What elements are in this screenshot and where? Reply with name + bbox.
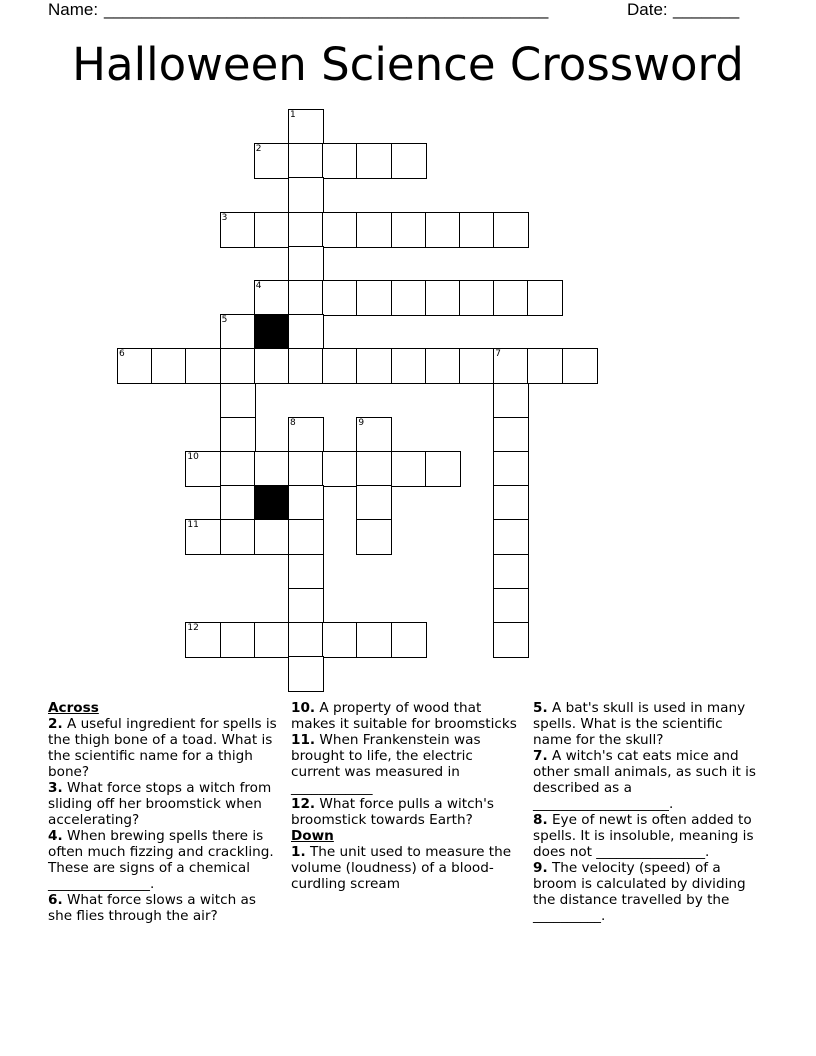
grid-cell[interactable] xyxy=(289,589,323,623)
clue-across-2: 2. A useful ingredient for spells is the thigh bone of a toad. What is the scientific name for a thigh bone? xyxy=(48,716,277,780)
grid-cell[interactable] xyxy=(255,213,289,247)
grid-cell[interactable] xyxy=(221,452,255,486)
name-field[interactable]: _______________________________________________ xyxy=(104,0,549,19)
grid-cell[interactable] xyxy=(289,213,323,247)
grid-cell[interactable] xyxy=(323,349,357,383)
grid-cell[interactable] xyxy=(289,349,323,383)
grid-cell[interactable] xyxy=(563,349,597,383)
grid-cell[interactable] xyxy=(289,110,323,144)
grid-cell[interactable] xyxy=(357,623,391,657)
grid-cell[interactable] xyxy=(255,349,289,383)
grid-cell[interactable] xyxy=(426,213,460,247)
grid-cell[interactable] xyxy=(494,281,528,315)
grid-cell[interactable] xyxy=(289,520,323,554)
page-title: Halloween Science Crossword xyxy=(72,38,744,91)
grid-cell[interactable] xyxy=(221,315,255,349)
clue-across-12: 12. What force pulls a witch's broomstick towards Earth? xyxy=(291,796,494,828)
clue-down-8: 8. Eye of newt is often added to spells. It is insoluble, meaning is does not ________________. xyxy=(533,812,754,860)
grid-cell[interactable] xyxy=(323,452,357,486)
grid-cell[interactable] xyxy=(494,623,528,657)
grid-cell[interactable] xyxy=(118,349,152,383)
grid-cell[interactable] xyxy=(494,589,528,623)
grid-cell[interactable] xyxy=(392,281,426,315)
clues-column-1 xyxy=(48,700,280,924)
grid-cell[interactable] xyxy=(426,452,460,486)
cell-number: 12 xyxy=(187,623,199,633)
grid-cell[interactable] xyxy=(392,144,426,178)
grid-cell[interactable] xyxy=(221,486,255,520)
grid-cell[interactable] xyxy=(152,349,186,383)
grid-cell[interactable] xyxy=(357,520,391,554)
clue-down-5: 5. A bat's skull is used in many spells. What is the scientific name for the skull? xyxy=(533,700,746,748)
grid-cell[interactable] xyxy=(460,281,494,315)
grid-cell[interactable] xyxy=(221,418,255,452)
grid-cell[interactable] xyxy=(289,452,323,486)
grid-cell[interactable] xyxy=(186,349,220,383)
grid-cell[interactable] xyxy=(289,623,323,657)
grid-cell[interactable] xyxy=(323,281,357,315)
clue-down-7: 7. A witch's cat eats mice and other small animals, as such it is described as a ____________________. xyxy=(533,748,756,812)
clue-down-1: 1. The unit used to measure the volume (loudness) of a blood-curdling scream xyxy=(291,844,512,892)
grid-cell[interactable] xyxy=(289,418,323,452)
grid-cell[interactable] xyxy=(357,144,391,178)
grid-cell[interactable] xyxy=(528,349,562,383)
grid-cell[interactable] xyxy=(494,452,528,486)
grid-cell[interactable] xyxy=(357,281,391,315)
grid-cell[interactable] xyxy=(357,213,391,247)
grid-block xyxy=(255,315,289,349)
grid-cell[interactable] xyxy=(289,178,323,212)
cell-number: 8 xyxy=(290,417,296,428)
clues-column-3 xyxy=(533,700,765,924)
grid-cell[interactable] xyxy=(426,349,460,383)
clues-column-2 xyxy=(291,700,523,892)
grid-cell[interactable] xyxy=(289,555,323,589)
cell-number: 1 xyxy=(290,110,296,120)
grid-cell[interactable] xyxy=(357,349,391,383)
grid-cell[interactable] xyxy=(494,520,528,554)
grid-cell[interactable] xyxy=(323,213,357,247)
clue-across-10: 10. A property of wood that makes it suitable for broomsticks xyxy=(291,700,517,732)
clue-down-9: 9. The velocity (speed) of a broom is calculated by dividing the distance travelled by the __________. xyxy=(533,860,746,924)
grid-cell[interactable] xyxy=(221,384,255,418)
name-label: Name: xyxy=(48,0,99,19)
grid-cell[interactable] xyxy=(221,520,255,554)
cell-number: 4 xyxy=(255,281,262,291)
grid-cell[interactable] xyxy=(357,486,391,520)
grid-cell[interactable] xyxy=(357,418,391,452)
grid-cell[interactable] xyxy=(494,418,528,452)
grid-cell[interactable] xyxy=(494,384,528,418)
grid-cell[interactable] xyxy=(392,213,426,247)
cell-number: 11 xyxy=(187,520,199,531)
grid-cell[interactable] xyxy=(357,452,391,486)
grid-cell[interactable] xyxy=(289,281,323,315)
grid-cell[interactable] xyxy=(255,520,289,554)
grid-cell[interactable] xyxy=(186,452,220,486)
grid-cell[interactable] xyxy=(289,247,323,281)
date-field[interactable]: _______ xyxy=(673,0,740,19)
grid-cell[interactable] xyxy=(255,144,289,178)
grid-cell[interactable] xyxy=(255,281,289,315)
grid-cell[interactable] xyxy=(186,520,220,554)
across-heading: Across xyxy=(48,700,99,716)
grid-block xyxy=(255,486,289,520)
grid-cell[interactable] xyxy=(186,623,220,657)
cell-number: 5 xyxy=(221,315,228,326)
grid-cell[interactable] xyxy=(494,486,528,520)
grid-cell[interactable] xyxy=(221,213,255,247)
cell-number: 10 xyxy=(187,452,199,462)
grid-cell[interactable] xyxy=(255,623,289,657)
grid-cell[interactable] xyxy=(289,315,323,349)
grid-cell[interactable] xyxy=(289,144,323,178)
grid-cell[interactable] xyxy=(528,281,562,315)
clue-across-6: 6. What force slows a witch as she flies through the air? xyxy=(48,892,256,924)
cell-number: 2 xyxy=(255,144,262,155)
cell-number: 7 xyxy=(495,349,501,360)
cell-number: 6 xyxy=(119,349,125,360)
date-label: Date: xyxy=(627,0,668,19)
grid-cell[interactable] xyxy=(255,452,289,486)
clue-across-3: 3. What force stops a witch from sliding off her broomstick when accelerating? xyxy=(48,780,272,828)
grid-cell[interactable] xyxy=(392,349,426,383)
grid-cell[interactable] xyxy=(221,623,255,657)
grid-cell[interactable] xyxy=(323,623,357,657)
grid-cell[interactable] xyxy=(289,486,323,520)
down-heading: Down xyxy=(291,828,334,844)
grid-cell[interactable] xyxy=(392,623,426,657)
clue-across-4: 4. When brewing spells there is often much fizzing and crackling. These are signs of a chemical _______________. xyxy=(48,828,274,892)
grid-cell[interactable] xyxy=(221,349,255,383)
grid-cell[interactable] xyxy=(494,555,528,589)
grid-cell[interactable] xyxy=(323,144,357,178)
grid-cell[interactable] xyxy=(494,213,528,247)
grid-cell[interactable] xyxy=(426,281,460,315)
grid-cell[interactable] xyxy=(289,657,323,691)
clue-across-11: 11. When Frankenstein was brought to life, the electric current was measured in ____________ xyxy=(291,732,481,796)
grid-cell[interactable] xyxy=(460,213,494,247)
grid-cell[interactable] xyxy=(392,452,426,486)
grid-cell[interactable] xyxy=(494,349,528,383)
cell-number: 3 xyxy=(221,212,228,223)
grid-cell[interactable] xyxy=(460,349,494,383)
cell-number: 9 xyxy=(358,417,365,428)
